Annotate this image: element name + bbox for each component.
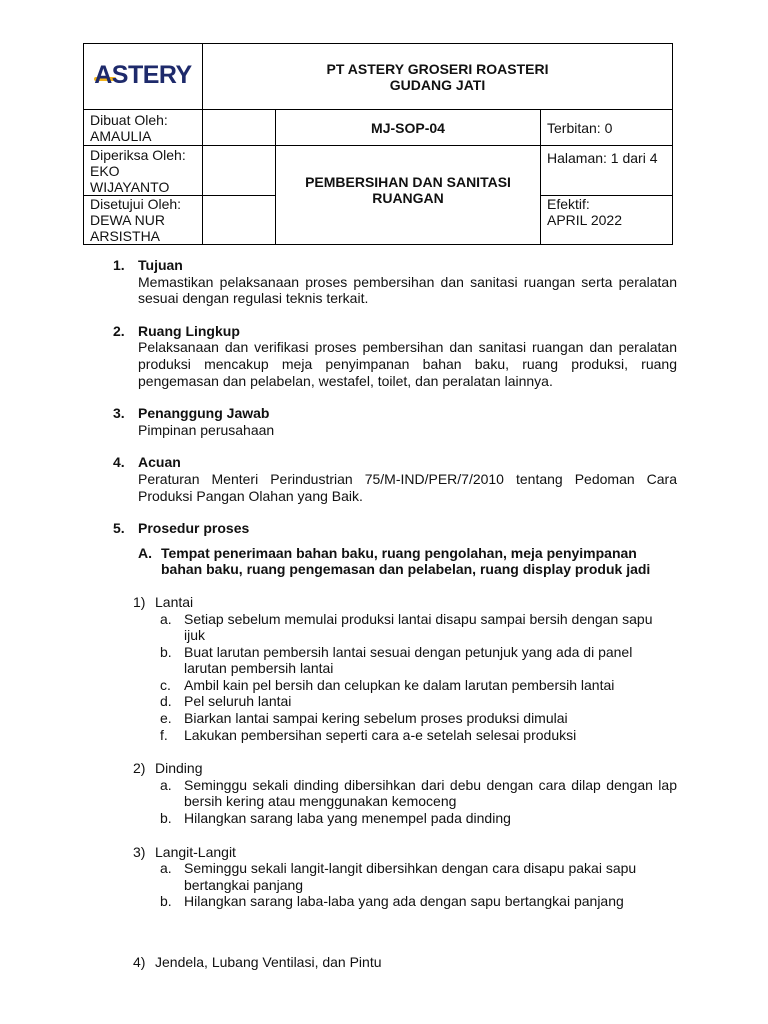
section-title: Penanggung Jawab	[138, 405, 270, 422]
list-item	[160, 893, 677, 910]
group-number: 3)	[133, 843, 146, 860]
item-text: Setiap sebelum memulai produksi lantai disapu sampai bersih dengan sapu ijuk	[184, 610, 653, 644]
list-item	[160, 710, 677, 727]
item-letter: d.	[160, 693, 172, 710]
subsection-label: A.	[138, 544, 152, 561]
effective-label: Efektif:	[547, 196, 590, 212]
approved-by-cell	[84, 196, 203, 245]
list-item	[160, 810, 677, 827]
group-title: Dinding	[155, 760, 203, 777]
approved-by-label: Disetujui Oleh:	[90, 196, 182, 212]
item-letter: b.	[160, 893, 172, 910]
list-item	[160, 644, 677, 677]
procedure-group-dinding	[133, 760, 677, 826]
item-text: Lakukan pembersihan seperti cara a-e setelah selesai produksi	[184, 726, 577, 743]
item-text: Hilangkan sarang laba yang menempel pada dinding	[184, 810, 511, 827]
item-letter: b.	[160, 643, 172, 660]
item-letter: a.	[160, 776, 172, 793]
made-by-name: AMAULIA	[90, 127, 152, 144]
procedure-subsection-a	[113, 545, 677, 578]
item-letter: e.	[160, 710, 172, 727]
section-body: Memastikan pelaksanaan proses pembersihan dan sanitasi ruangan serta peralatan sesuai dengan regulasi teknis terkait.	[138, 273, 677, 307]
document-header-table	[83, 43, 673, 245]
section-penanggung-jawab	[113, 405, 677, 438]
group-title: Jendela, Lubang Ventilasi, dan Pintu	[155, 954, 382, 970]
list-item	[160, 727, 677, 744]
company-logo	[94, 61, 192, 89]
item-text: Buat larutan pembersih lantai sesuai dengan petunjuk yang ada di panel larutan pembersih lantai	[184, 643, 633, 677]
item-letter: c.	[160, 676, 171, 693]
doc-title-line2: RUANGAN	[372, 190, 444, 206]
approved-by-signature-cell	[203, 196, 276, 245]
item-text: Seminggu sekali dinding dibersihkan dari debu dengan cara dilap dengan lap bersih kering atau menggunakan kemoceng	[184, 776, 677, 810]
section-acuan	[113, 454, 677, 504]
item-text: Hilangkan sarang laba-laba yang ada dengan sapu bertangkai panjang	[184, 893, 624, 910]
section-body: Pimpinan perusahaan	[138, 421, 275, 438]
item-text: Biarkan lantai sampai kering sebelum proses produksi dimulai	[184, 710, 568, 727]
checked-by-signature-cell	[203, 146, 276, 196]
item-text: Ambil kain pel bersih dan celupkan ke dalam larutan pembersih lantai	[184, 676, 615, 693]
group-number: 1)	[133, 593, 146, 610]
step-list	[155, 860, 677, 910]
company-location: GUDANG JATI	[389, 76, 486, 93]
checked-by-cell	[84, 146, 203, 196]
item-text: Pel seluruh lantai	[184, 693, 292, 710]
group-number: 4)	[133, 954, 146, 970]
company-name-cell	[203, 44, 673, 110]
section-title: Tujuan	[138, 257, 183, 273]
list-item	[160, 677, 677, 694]
section-title: Ruang Lingkup	[138, 322, 240, 339]
item-letter: a.	[160, 860, 172, 877]
section-ruang-lingkup	[113, 323, 677, 389]
company-name: PT ASTERY GROSERI ROASTERI	[326, 60, 549, 77]
doc-code: MJ-SOP-04	[276, 110, 541, 146]
section-prosedur	[113, 520, 677, 537]
page-number: Halaman: 1 dari 4	[541, 146, 673, 196]
group-title: Lantai	[155, 593, 194, 610]
section-body: Peraturan Menteri Perindustrian 75/M-IND/PER/7/2010 tentang Pedoman Cara Produksi Pangan Olahan yang Baik.	[138, 470, 677, 504]
logo-cell	[84, 44, 203, 110]
section-tujuan	[113, 257, 677, 307]
doc-title-cell	[276, 146, 541, 245]
group-title: Langit-Langit	[155, 843, 236, 860]
list-item	[160, 777, 677, 810]
list-item	[160, 611, 677, 644]
made-by-signature-cell	[203, 110, 276, 146]
step-list	[155, 611, 677, 744]
approved-by-name-2: ARSISTHA	[90, 228, 161, 244]
item-text: Seminggu sekali langit-langit dibersihkan dengan cara disapu pakai sapu bertangkai panjang	[184, 860, 637, 893]
effective-date: APRIL 2022	[547, 212, 622, 228]
step-list	[155, 777, 677, 827]
procedure-group-langit-langit	[133, 844, 677, 910]
checked-by-label: Diperiksa Oleh:	[90, 147, 186, 163]
list-item	[160, 693, 677, 710]
section-title: Prosedur proses	[138, 520, 250, 537]
section-number: 1.	[113, 257, 125, 273]
effective-cell	[541, 196, 673, 245]
checked-by-name-2: WIJAYANTO	[90, 179, 170, 195]
procedure-group-jendela	[133, 954, 677, 971]
section-title: Acuan	[138, 454, 181, 471]
procedure-group-lantai	[133, 594, 677, 743]
section-number: 5.	[113, 520, 125, 537]
list-item	[160, 860, 677, 893]
doc-title-line1: PEMBERSIHAN DAN SANITASI	[305, 174, 511, 190]
made-by-cell	[84, 110, 203, 146]
edition: Terbitan: 0	[541, 110, 673, 146]
approved-by-name-1: DEWA NUR	[90, 212, 165, 228]
section-number: 3.	[113, 405, 125, 422]
logo-text: ASTERY	[94, 61, 192, 89]
section-body: Pelaksanaan dan verifikasi proses pembersihan dan sanitasi ruangan dan peralatan produksi mencakup meja penyimpanan bahan baku, ruang produksi, ruang pengemasan dan pelabelan, westafel, toilet, dan peralatan lainnya.	[138, 339, 677, 389]
item-letter: f.	[160, 726, 168, 743]
subsection-title: Tempat penerimaan bahan baku, ruang pengolahan, meja penyimpanan bahan baku, ruang pengemasan dan pelabelan, ruang display produk jadi	[161, 544, 651, 578]
group-number: 2)	[133, 760, 146, 777]
item-letter: b.	[160, 810, 172, 827]
document-body	[113, 257, 677, 988]
item-letter: a.	[160, 610, 172, 627]
made-by-label: Dibuat Oleh:	[90, 111, 168, 128]
section-number: 4.	[113, 454, 125, 471]
section-number: 2.	[113, 322, 125, 339]
checked-by-name-1: EKO	[90, 163, 120, 179]
